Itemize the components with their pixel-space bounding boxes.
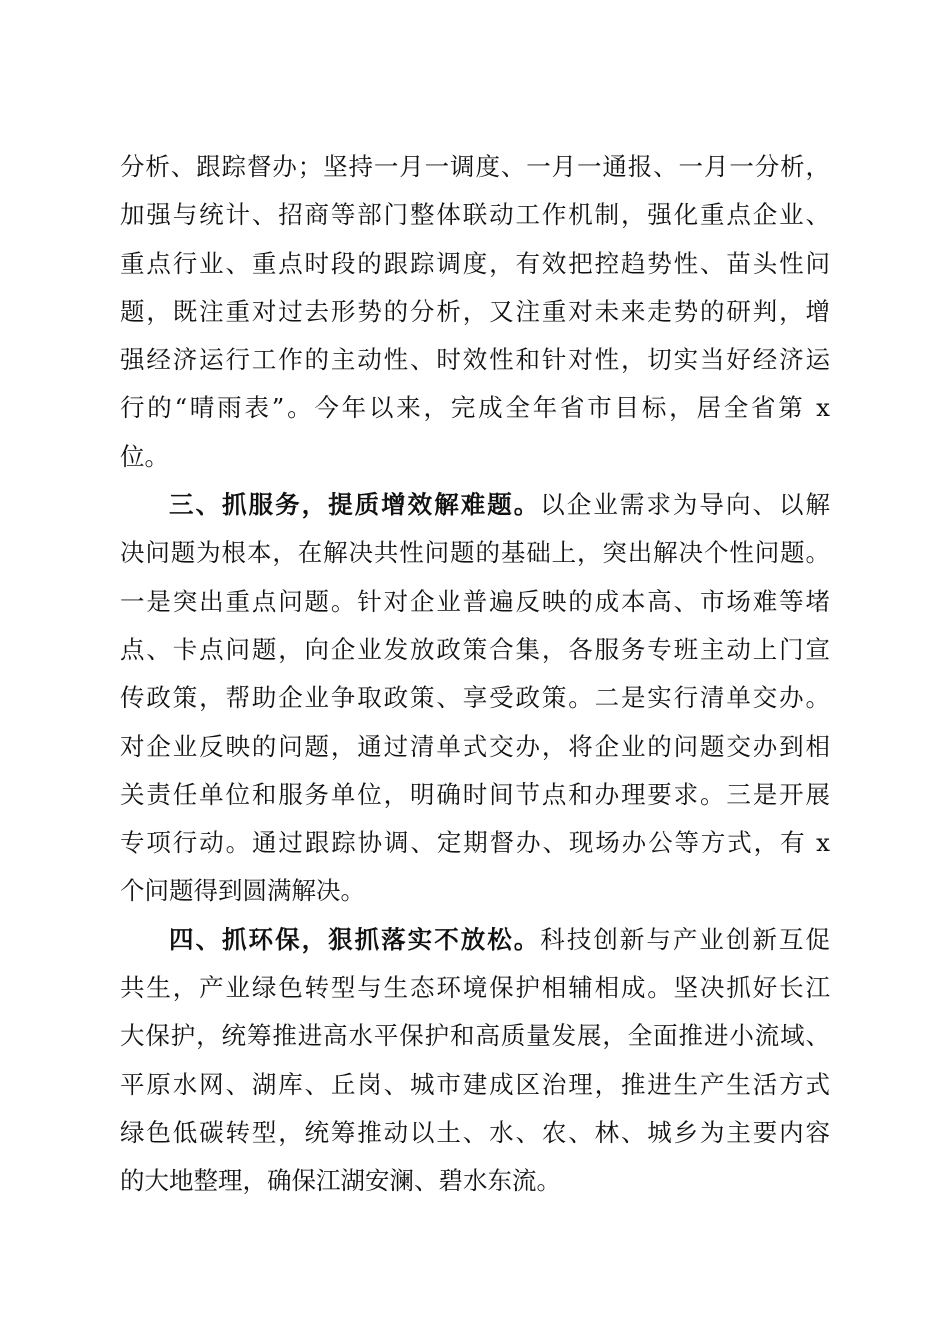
paragraph-line-rest: 科技创新与产业创新互促: [540, 924, 831, 954]
paragraph-line: 传政策，帮助企业争取政策、享受政策。二是实行清单交办。: [120, 683, 830, 713]
paragraph-line: 强经济运行工作的主动性、时效性和针对性，切实当好经济运: [120, 345, 830, 375]
paragraph-line: 对企业反映的问题，通过清单式交办，将企业的问题交办到相: [120, 731, 830, 761]
document-body: [120, 143, 830, 1206]
paragraph-line-rest: 以企业需求为导向、以解: [540, 490, 831, 520]
paragraph-line: 关责任单位和服务单位，明确时间节点和办理要求。三是开展: [120, 779, 830, 809]
paragraph-line: 行的“晴雨表”。今年以来，完成全年省市目标，居全省第 x: [120, 393, 830, 423]
paragraph-line: 点、卡点问题，向企业发放政策合集，各服务专班主动上门宣: [120, 634, 830, 664]
paragraph-line: 专项行动。通过跟踪协调、定期督办、现场办公等方式，有 x: [120, 828, 830, 858]
section-heading-services: 三、抓服务，提质增效解难题。: [169, 490, 541, 520]
paragraph-line: 共生，产业绿色转型与生态环境保护相辅相成。坚决抓好长江: [120, 973, 830, 1003]
paragraph-services: [120, 481, 830, 916]
paragraph-line: 的大地整理，确保江湖安澜、碧水东流。: [120, 1166, 561, 1196]
paragraph-first-line: [120, 481, 830, 529]
paragraph-line: 位。: [120, 441, 169, 471]
paragraph-line: 题，既注重对过去形势的分析，又注重对未来走势的研判，增: [120, 296, 830, 326]
paragraph-line: 加强与统计、招商等部门整体联动工作机制，强化重点企业、: [120, 200, 830, 230]
paragraph-line: 大保护，统筹推进高水平保护和高质量发展，全面推进小流域、: [120, 1021, 830, 1051]
paragraph-line: 决问题为根本，在解决共性问题的基础上，突出解决个性问题。: [120, 538, 830, 568]
paragraph-line: 一是突出重点问题。针对企业普遍反映的成本高、市场难等堵: [120, 586, 830, 616]
paragraph-environment: [120, 916, 830, 1206]
paragraph-line: 绿色低碳转型，统筹推动以土、水、农、林、城乡为主要内容: [120, 1117, 830, 1147]
paragraph-line: 重点行业、重点时段的跟踪调度，有效把控趋势性、苗头性问: [120, 248, 830, 278]
paragraph-line: 平原水网、湖库、丘岗、城市建成区治理，推进生产生活方式: [120, 1069, 830, 1099]
paragraph-economic-monitoring: [120, 143, 830, 481]
paragraph-line: 个问题得到圆满解决。: [120, 876, 365, 906]
paragraph-first-line: [120, 916, 830, 964]
section-heading-environment: 四、抓环保，狠抓落实不放松。: [169, 924, 541, 954]
paragraph-line: 分析、跟踪督办；坚持一月一调度、一月一通报、一月一分析，: [120, 152, 830, 181]
